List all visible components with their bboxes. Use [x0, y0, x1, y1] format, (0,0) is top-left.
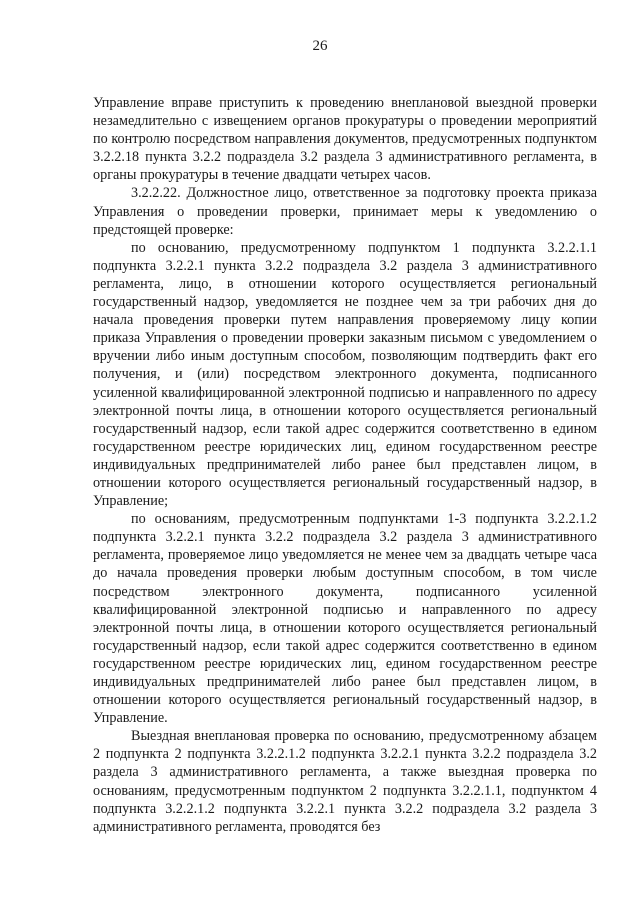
paragraph-notice-subpoint-1: по основанию, предусмотренному подпунктом 1 подпункта 3.2.2.1.1 подпункта 3.2.2.1 пункта 3.2.2 подраздела 3.2 раздела 3 административного регламента, лицо, в отношении которого осуществляется региональный государственный надзор, уведомляется не позднее чем за три рабочих дня до начала проведения проверки путем направления проверяемому лицу копии приказа Управления о проведении проверки заказным письмом с уведомлением о вручении либо иным доступным способом, позволяющим подтвердить факт его получения, и (или) посредством электронного документа, подписанного усиленной квалифицированной электронной подписью и направленного по адресу электронной почты лица, в отношении которого осуществляется региональный государственный надзор, если такой адрес содержится соответственно в едином государственном реестре юридических лиц, едином государственном реестре индивидуальных предпринимателей либо ранее был представлен лицом, в отношении которого осуществляется региональный государственный надзор, в Управление;: [93, 239, 597, 510]
paragraph-unscheduled-inspection: Выездная внеплановая проверка по основанию, предусмотренному абзацем 2 подпункта 2 подпункта 3.2.2.1.2 подпункта 3.2.2.1 пункта 3.2.2 подраздела 3.2 раздела 3 административного регламента, а также выездная проверка по основаниям, предусмотренным подпунктом 2 подпункта 3.2.2.1.1, подпунктом 4 подпункта 3.2.2.1.2 подпункта 3.2.2.1 пункта 3.2.2 подраздела 3.2 раздела 3 административного регламента, проводятся без: [93, 728, 597, 835]
paragraph-prosecutor-notice: Управление вправе приступить к проведению внеплановой выездной проверки незамедлительно с извещением органов прокуратуры о проведении мероприятий по контролю посредством направления документов, предусмотренных подпунктом 3.2.2.18 пункта 3.2.2 подраздела 3.2 раздела 3 административного регламента, в органы прокуратуры в течение двадцати четырех часов.: [93, 95, 597, 184]
page-number: 26: [312, 38, 328, 54]
paragraph-3-2-2-22: 3.2.2.22. Должностное лицо, ответственное за подготовку проекта приказа Управления о проведении проверки, принимает меры к уведомлению о предстоящей проверке:: [93, 185, 597, 238]
document-body: [93, 94, 597, 836]
paragraph-notice-subpoints-1-3: по основаниям, предусмотренным подпунктами 1-3 подпункта 3.2.2.1.2 подпункта 3.2.2.1 пункта 3.2.2 подраздела 3.2 раздела 3 административного регламента, проверяемое лицо уведомляется не менее чем за двадцать четыре часа до начала проведения проверки любым доступным способом, в том числе посредством электронного документа, подписанного усиленной квалифицированной электронной подписью и направленного по адресу электронной почты лица, в отношении которого осуществляется региональный государственный надзор, если такой адрес содержится соответственно в едином государственном реестре юридических лиц, едином государственном реестре индивидуальных предпринимателей либо ранее был представлен лицом, в отношении которого осуществляется региональный государственный надзор, в Управление.: [93, 511, 597, 727]
